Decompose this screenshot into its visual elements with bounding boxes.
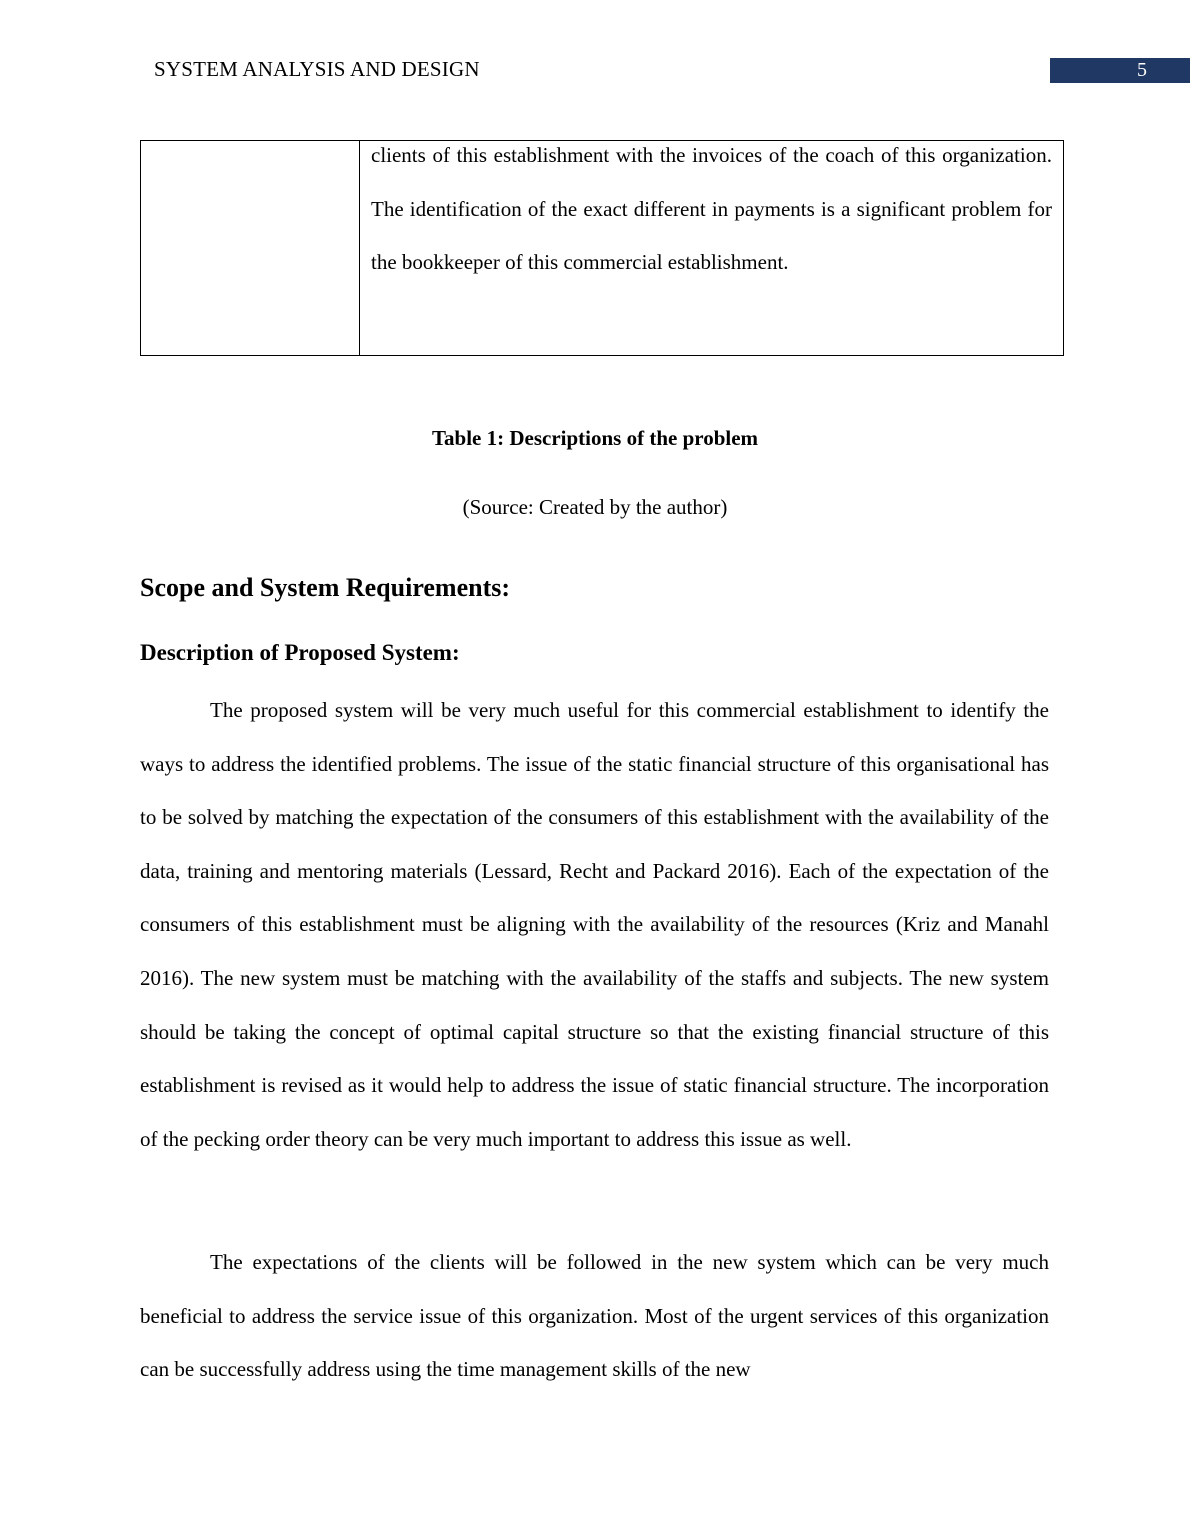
page-number-badge xyxy=(1050,58,1190,83)
problem-table xyxy=(140,140,1064,356)
table-cell-text: clients of this establishment with the invoices of the coach of this organization. The identification of the exact different in payments is a significant problem for the bookkeeper of this commercial establishment. xyxy=(371,143,1052,274)
body-paragraph-1: The proposed system will be very much useful for this commercial establishment to identify the ways to address the identified problems. The issue of the static financial structure of this organisational has to be solved by matching the expectation of the consumers of this establishment with the availability of the data, training and mentoring materials (Lessard, Recht and Packard 2016). Each of the expectation of the consumers of this establishment must be aligning with the availability of the resources (Kriz and Manahl 2016). The new system must be matching with the availability of the staffs and subjects. The new system should be taking the concept of optimal capital structure so that the existing financial structure of this establishment is revised as it would help to address the issue of static financial structure. The incorporation of the pecking order theory can be very much important to address this issue as well. xyxy=(140,698,1049,1151)
body-paragraph-2: The expectations of the clients will be followed in the new system which can be very much beneficial to address the service issue of this organization. Most of the urgent services of this organization can be successfully address using the time management skills of the new xyxy=(140,1250,1049,1382)
running-head: SYSTEM ANALYSIS AND DESIGN xyxy=(154,57,480,81)
table-row xyxy=(141,141,1064,356)
table-caption-title: Table 1: Descriptions of the problem xyxy=(431,426,759,450)
table-caption-source: (Source: Created by the author) xyxy=(462,495,728,519)
table-cell-label xyxy=(141,141,360,356)
page-number: 5 xyxy=(1137,59,1147,81)
table-cell-description xyxy=(360,141,1064,356)
subsection-heading-description: Description of Proposed System: xyxy=(140,640,460,665)
section-heading-scope: Scope and System Requirements: xyxy=(140,573,511,602)
